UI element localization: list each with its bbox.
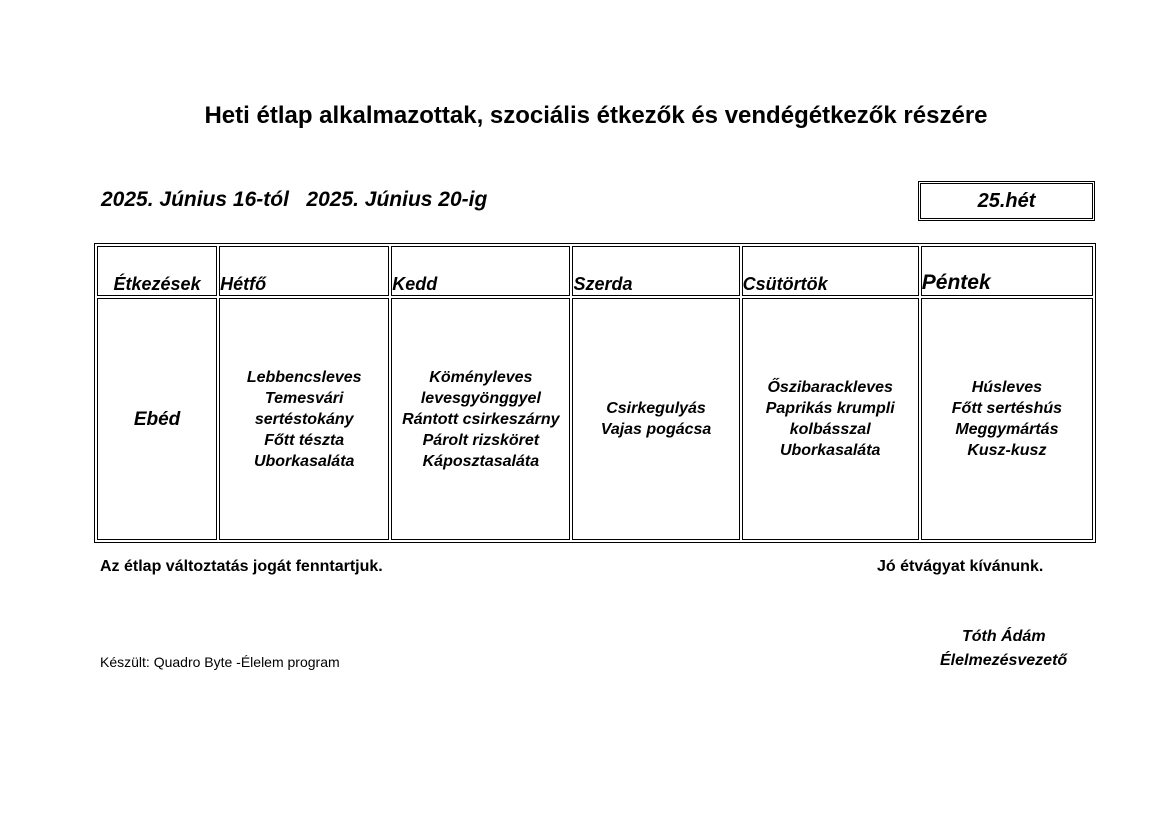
- dish: Kusz-kusz: [967, 442, 1047, 459]
- signature-role: Élelmezésvezető: [940, 652, 1068, 669]
- dish: Csirkegulyás: [606, 400, 706, 417]
- dish: sertéstokány: [254, 410, 354, 428]
- dish: Húsleves: [971, 379, 1043, 396]
- menu-cell-tuesday: [391, 298, 570, 540]
- dish: kolbásszal: [789, 421, 871, 438]
- dish: Meggymártás: [955, 421, 1059, 438]
- dish: Főtt tészta: [264, 431, 345, 449]
- date-range: 2025. Június 16-tól 2025. Június 20-ig: [101, 188, 488, 211]
- dish: Temesvári: [264, 389, 344, 407]
- footer-credit: Készült: Quadro Byte -Élelem program: [100, 654, 340, 670]
- dish: levesgyönggyel: [420, 389, 541, 407]
- page-title: Heti étlap alkalmazottak, szociális étkezők és vendégétkezők részére: [204, 102, 988, 129]
- header-cell-monday: Hétfő: [219, 246, 389, 296]
- dish: Káposztasaláta: [422, 452, 540, 470]
- dish: Uborkasaláta: [779, 442, 881, 459]
- dish: Párolt rizsköret: [422, 431, 540, 449]
- header-cell-wednesday: Szerda: [572, 246, 739, 296]
- header-cell-friday: Péntek: [921, 246, 1093, 296]
- header-cell-tuesday: Kedd: [391, 246, 570, 296]
- dish: Paprikás krumpli: [765, 400, 895, 417]
- appetite-wish: Jó étvágyat kívánunk.: [877, 558, 1044, 575]
- menu-cell-thursday: [742, 298, 919, 540]
- dish: Lebbencsleves: [246, 368, 362, 386]
- header-cell-meals: Étkezések: [97, 246, 217, 296]
- header-cell-thursday: Csütörtök: [742, 246, 919, 296]
- lunch-row: [97, 298, 1093, 540]
- week-label: 25.hét: [918, 181, 1095, 221]
- dish: Rántott csirkeszárny: [402, 410, 560, 428]
- meal-label: Ebéd: [97, 298, 217, 540]
- menu-table: [94, 243, 1096, 543]
- dish: Főtt sertéshús: [951, 400, 1063, 417]
- dish: Őszibarackleves: [767, 379, 893, 396]
- dish: Uborkasaláta: [253, 452, 355, 470]
- signature-name: Tóth Ádám: [962, 628, 1046, 645]
- change-notice: Az étlap változtatás jogát fenntartjuk.: [100, 558, 383, 575]
- menu-cell-wednesday: [572, 298, 739, 540]
- dish: Vajas pogácsa: [600, 421, 712, 438]
- header-row: [97, 246, 1093, 296]
- menu-cell-monday: [219, 298, 389, 540]
- dish: Köményleves: [429, 368, 533, 386]
- menu-cell-friday: [921, 298, 1093, 540]
